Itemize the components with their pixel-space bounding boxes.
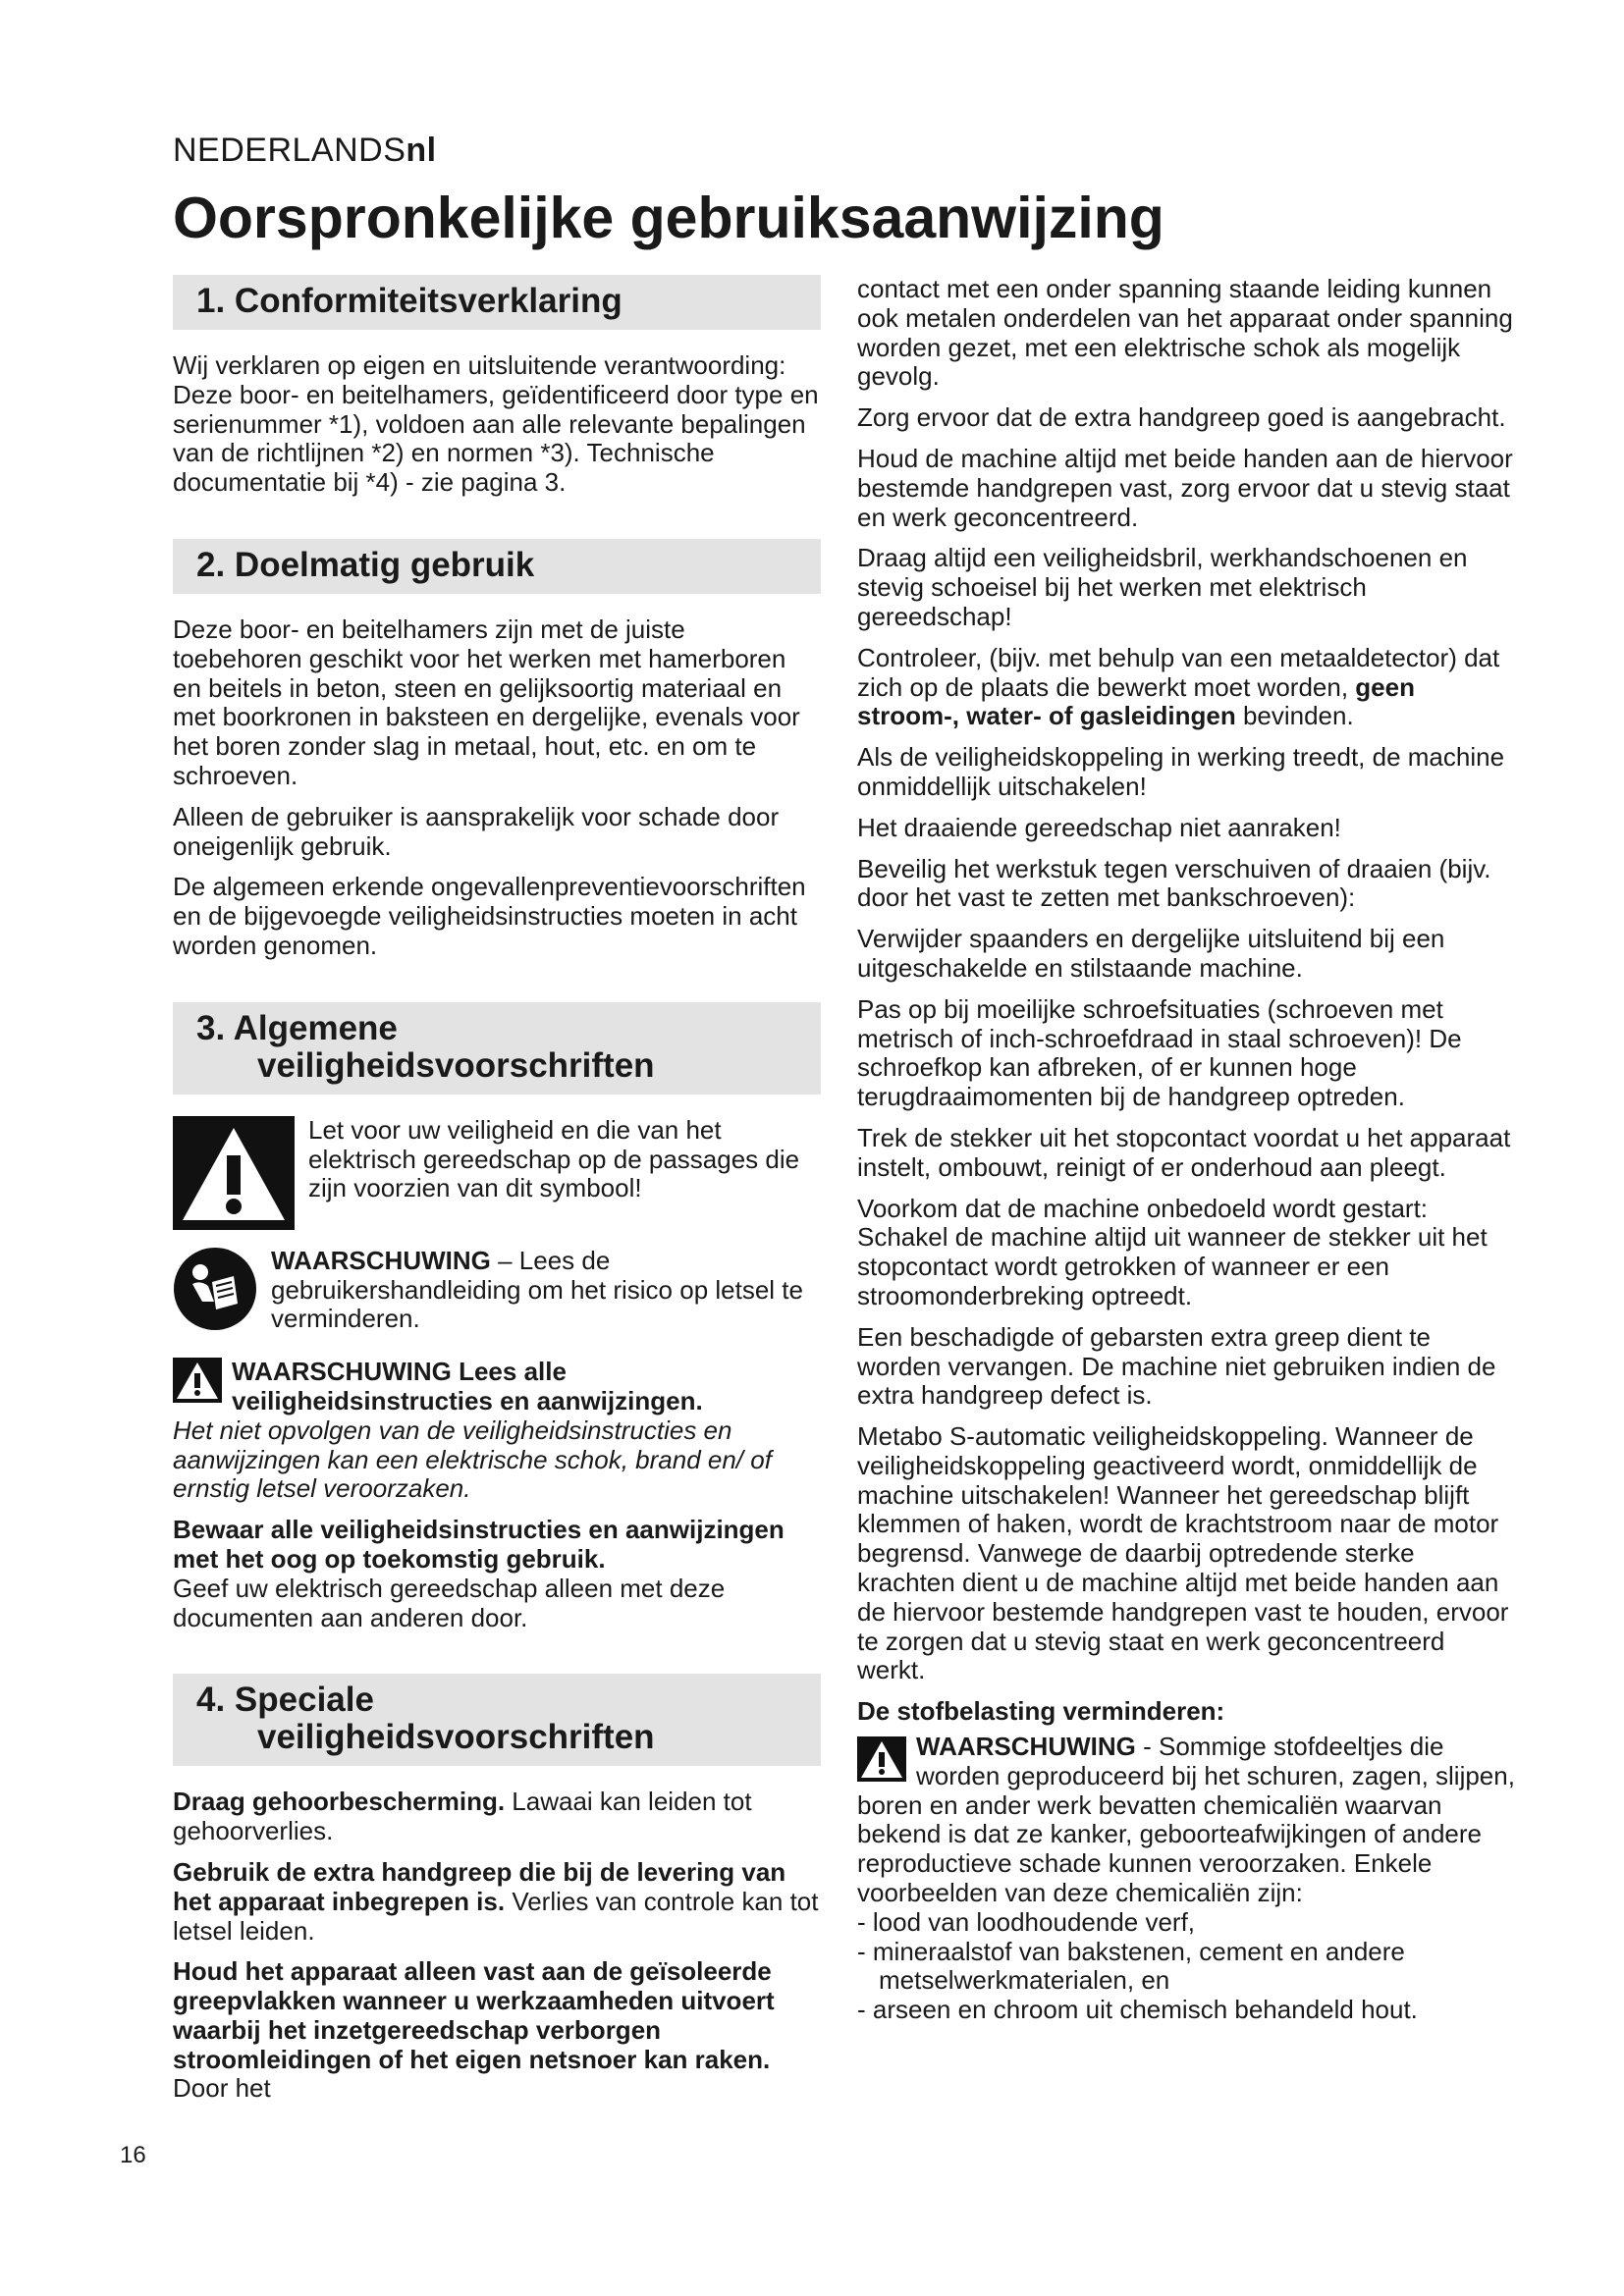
read-manual-warning — [173, 1247, 821, 1346]
language-name: NEDERLANDS — [173, 132, 406, 169]
right-text-6: Als de veiligheidskoppeling in werking treedt, de machine onmiddellijk uitschakelen! — [857, 742, 1505, 801]
read-all-warning — [173, 1358, 821, 1416]
read-manual-body: – Lees de gebruikershandleiding om het risico op letsel te verminderen. — [271, 1245, 803, 1334]
list-item: - mineraalstof van bakstenen, cement en andere metselwerkmaterialen, en — [857, 1936, 1405, 1996]
warning-triangle-icon — [857, 1736, 906, 1789]
keep-instructions-text: Geef uw elektrisch gereedschap alleen met deze documenten aan anderen door. — [173, 1573, 726, 1632]
section-4-heading-line1: 4. Speciale — [196, 1681, 374, 1720]
read-manual-icon — [173, 1247, 257, 1336]
section-3-heading — [173, 1002, 821, 1095]
extra-handle-bold: Gebruik de extra handgreep die bij de levering van het apparaat inbegrepen is. — [173, 1856, 786, 1916]
insulated-grip-bold: Houd het apparaat alleen vast aan de geïsoleerde greepvlakken wanneer u werkzaamheden uitvoert waarbij het inzetgereedschap verborgen stroomleidingen of het eigen netsnoer kan raken. — [173, 1956, 775, 2074]
right-text-14: Metabo S-automatic veiligheidskoppeling. Wanneer de veiligheidskoppeling geactiveerd wordt, onmiddellijk de machine uitschakelen! Wanneer het gereedschap blijft klemmen of haken, wordt de krachtstroom naar de motor begrensd. Vanwege de daarbij optredende sterke krachten dient u de machine altijd met beide handen aan de hiervoor bestemde handgrepen vast te houden, ervoor te zorgen dat u stevig staat en werk geconcentreerd werkt. — [857, 1421, 1509, 1685]
symbol-note-text: Let voor uw veiligheid en die van het elektrisch gereedschap op de passages die zijn voorzien van dit symbool! — [308, 1114, 800, 1203]
hearing-protection — [173, 1788, 821, 1846]
section-3-heading-line2: veiligheidsvoorschriften — [257, 1045, 655, 1085]
warning-triangle-icon — [173, 1358, 222, 1408]
right-text-1: contact met een onder spanning staande leiding kunnen ook metalen onderdelen van het apparaat onder spanning worden gezet, met een elektrische schok als mogelijk gevolg. — [857, 274, 1513, 392]
dust-warning-text: - Sommige stofdeeltjes die worden geproduceerd bij het schuren, zagen, slijpen, boren en ander werk bevatten chemicaliën waarvan bekend is dat ze kanker, geboorteafwijkingen of andere reproductieve schade kunnen veroorzaken. Enkele voorbeelden van deze chemicaliën zijn: — [857, 1732, 1515, 1908]
hearing-protection-text: Lawaai kan leiden tot gehoorverlies. — [173, 1787, 752, 1846]
right-text-4: Draag altijd een veiligheidsbril, werkhandschoenen en stevig schoeisel bij het werken met elektrisch gereedschap! — [857, 543, 1468, 631]
page-number: 16 — [120, 2142, 146, 2168]
section-1-text: Wij verklaren op eigen en uitsluitende verantwoording: Deze boor- en beitelhamers, geïdentificeerd door type en serienummer *1), voldoen aan alle relevante bepalingen van de richtlijnen *2) en normen *3). Technische documentatie bij *4) - zie pagina 3. — [173, 350, 819, 498]
section-2-heading: 2. Doelmatig gebruik — [173, 539, 821, 594]
insulated-grip-text: Door het — [173, 2073, 271, 2104]
right-text-8: Beveilig het werkstuk tegen verschuiven of draaien (bijv. door het vast te zetten met bankschroeven): — [857, 853, 1491, 913]
keep-instructions-bold: Bewaar alle veiligheidsinstructies en aanwijzingen met het oog op toekomstig gebruik. — [173, 1515, 785, 1574]
right-text-2: Zorg ervoor dat de extra handgreep goed is aangebracht. — [857, 402, 1506, 433]
right-text-7: Het draaiende gereedschap niet aanraken! — [857, 812, 1341, 842]
language-code: nl — [406, 132, 437, 169]
left-column — [173, 275, 821, 2115]
dust-warning-label: WAARSCHUWING — [916, 1732, 1136, 1762]
chemicals-list — [857, 1908, 1515, 2025]
hearing-protection-bold: Draag gehoorbescherming. — [173, 1787, 506, 1817]
language-label — [173, 132, 437, 170]
read-manual-label: WAARSCHUWING — [271, 1245, 491, 1275]
section-1-heading: 1. Conformiteitsverklaring — [173, 275, 821, 330]
right-column — [857, 275, 1515, 2025]
read-all-consequence: Het niet opvolgen van de veiligheidsinstructies en aanwijzingen kan een elektrische schok, brand en/ of ernstig letsel veroorzaken. — [173, 1415, 772, 1504]
section-4-heading — [173, 1674, 821, 1766]
section-2-text-1: Deze boor- en beitelhamers zijn met de juiste toebehoren geschikt voor het werken met hamerboren en beitels in beton, steen en gelijksoortig materiaal en met boorkronen in baksteen en dergelijke, evenals voor het boren zonder slag in metaal, hout, etc. en om te schroeven. — [173, 614, 800, 790]
list-item: - lood van loodhoudende verf, — [857, 1906, 1196, 1937]
read-manual-text — [271, 1247, 821, 1334]
symbol-note-block — [173, 1116, 821, 1235]
dust-warning — [857, 1733, 1515, 1908]
read-all-warning-text: WAARSCHUWING Lees alle veiligheidsinstructies en aanwijzingen. — [232, 1357, 703, 1415]
extra-handle — [173, 1858, 821, 1946]
warning-triangle-icon — [173, 1116, 295, 1235]
page-title: Oorspronkelijke gebruiksaanwijzing — [173, 186, 1164, 250]
right-text-3: Houd de machine altijd met beide handen aan de hiervoor bestemde handgrepen vast, zorg ervoor dat u stevig staat en werk geconcentreerd. — [857, 443, 1513, 532]
right-text-9: Verwijder spaanders en dergelijke uitsluitend bij een uitgeschakelde en stilstaande machine. — [857, 924, 1445, 983]
extra-handle-text: Verlies van controle kan tot letsel leiden. — [173, 1886, 819, 1946]
right-text-5c: bevinden. — [1235, 701, 1354, 731]
dust-heading: De stofbelasting verminderen: — [857, 1696, 1225, 1727]
list-item: - arseen en chroom uit chemisch behandeld hout. — [857, 1995, 1418, 2025]
section-2-text-3: De algemeen erkende ongevallenpreventievoorschriften en de bijgevoegde veiligheidsinstructies moeten in acht worden genomen. — [173, 872, 806, 960]
right-text-13: Een beschadigde of gebarsten extra greep dient te worden vervangen. De machine niet gebruiken indien de extra handgreep defect is. — [857, 1321, 1496, 1411]
insulated-grip — [173, 1957, 821, 2104]
right-text-5 — [857, 644, 1515, 731]
section-3-heading-line1: 3. Algemene — [196, 1008, 398, 1047]
right-text-11: Trek de stekker uit het stopcontact voordat u het apparaat instelt, ombouwt, reinigt of er onderhoud aan pleegt. — [857, 1122, 1511, 1182]
section-4-heading-line2: veiligheidsvoorschriften — [257, 1718, 655, 1757]
right-text-12: Voorkom dat de machine onbedoeld wordt gestart: Schakel de machine altijd uit wanneer de stekker uit het stopcontact wordt getrokken of wanneer er een stroomonderbreking optreedt. — [857, 1193, 1488, 1310]
section-2-text-2: Alleen de gebruiker is aansprakelijk voor schade door oneigenlijk gebruik. — [173, 801, 780, 861]
right-text-5b: geen stroom-, water- of gasleidingen — [857, 671, 1415, 731]
right-text-10: Pas op bij moeilijke schroefsituaties (schroeven met metrisch of inch-schroefdraad in staal schroeven)! De schroefkop kan afbreken, of er kunnen hoge terugdraaimomenten bij de handgreep optreden. — [857, 993, 1462, 1112]
right-text-5a: Controleer, (bijv. met behulp van een metaaldetector) dat zich op de plaats die bewerkt moet worden, — [857, 642, 1500, 702]
